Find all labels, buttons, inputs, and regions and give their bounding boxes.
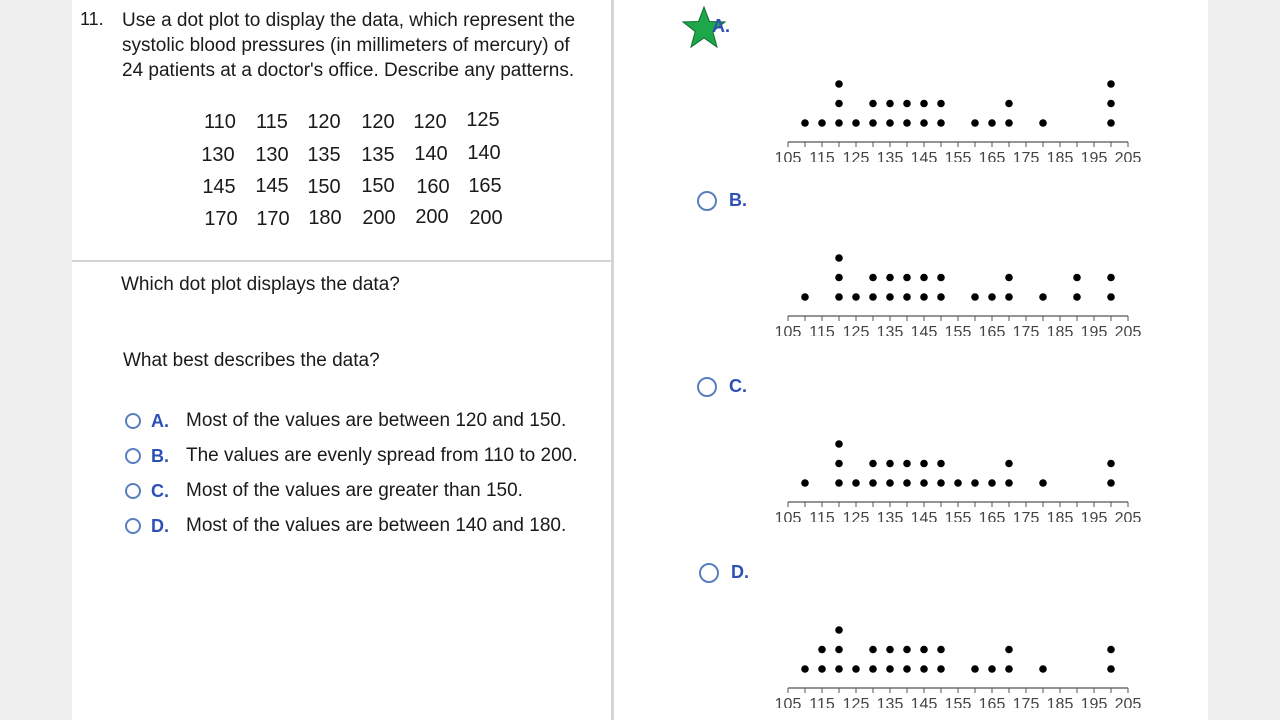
data-dot <box>1107 80 1115 88</box>
choice-letter: D. <box>151 515 169 536</box>
data-cell: 145 <box>202 176 236 198</box>
question-text <box>122 8 612 83</box>
data-dot <box>886 665 894 673</box>
data-dot <box>937 119 945 127</box>
data-cell: 120 <box>413 111 447 133</box>
describe-choice-b[interactable] <box>125 444 578 468</box>
x-tick-label: 165 <box>978 510 1006 522</box>
x-tick-label: 135 <box>876 510 904 522</box>
data-dot <box>920 119 928 127</box>
data-cell: 140 <box>467 142 501 164</box>
radio-icon[interactable] <box>125 448 141 464</box>
radio-icon[interactable] <box>125 483 141 499</box>
x-tick-label: 155 <box>944 696 972 708</box>
data-dot <box>1005 274 1013 282</box>
x-tick-label: 135 <box>876 696 904 708</box>
data-dot <box>869 665 877 673</box>
radio-icon[interactable] <box>699 563 719 583</box>
data-dot <box>920 293 928 301</box>
x-tick-label: 155 <box>944 150 972 162</box>
choice-text: The values are evenly spread from 110 to 200. <box>186 445 578 466</box>
data-dot <box>1107 274 1115 282</box>
x-tick-label: 115 <box>809 324 835 336</box>
data-dot <box>903 293 911 301</box>
x-tick-label: 125 <box>842 150 870 162</box>
option-letter: C. <box>729 376 747 396</box>
data-dot <box>920 460 928 468</box>
data-dot <box>852 479 860 487</box>
data-dot <box>835 460 843 468</box>
data-dot <box>903 119 911 127</box>
data-cell: 130 <box>255 144 289 166</box>
x-tick-label: 195 <box>1080 150 1108 162</box>
data-dot <box>1005 665 1013 673</box>
x-tick-label: 125 <box>842 510 870 522</box>
data-dot <box>1107 646 1115 654</box>
data-cell: 170 <box>204 208 238 230</box>
data-cell: 200 <box>415 206 449 228</box>
data-dot <box>1005 119 1013 127</box>
x-tick-label: 145 <box>910 510 938 522</box>
data-dot <box>903 479 911 487</box>
data-dot <box>988 119 996 127</box>
data-dot <box>818 665 826 673</box>
data-cell: 165 <box>468 175 502 197</box>
data-dot <box>1107 479 1115 487</box>
data-dot <box>1005 100 1013 108</box>
data-dot <box>869 460 877 468</box>
data-dot <box>869 119 877 127</box>
x-tick-label: 135 <box>876 324 904 336</box>
data-cell: 120 <box>307 111 341 133</box>
x-tick-label: 195 <box>1080 696 1108 708</box>
data-cell: 125 <box>466 109 500 131</box>
data-cell: 150 <box>361 175 395 197</box>
data-dot <box>1107 293 1115 301</box>
column-divider <box>611 0 614 720</box>
data-dot <box>988 665 996 673</box>
data-dot <box>869 646 877 654</box>
choice-letter: A. <box>151 410 169 431</box>
data-dot <box>903 460 911 468</box>
section-divider <box>72 260 612 262</box>
data-cell: 145 <box>255 175 289 197</box>
data-dot <box>1039 479 1047 487</box>
describe-choice-d[interactable] <box>125 514 566 538</box>
x-tick-label: 185 <box>1046 510 1074 522</box>
x-tick-label: 205 <box>1114 696 1142 708</box>
data-dot <box>869 293 877 301</box>
x-tick-label: 125 <box>842 324 870 336</box>
data-dot <box>1005 646 1013 654</box>
x-tick-label: 205 <box>1114 150 1142 162</box>
dot-plot-svg <box>760 62 1160 162</box>
data-dot <box>920 665 928 673</box>
data-dot <box>852 293 860 301</box>
x-tick-label: 205 <box>1114 510 1142 522</box>
data-dot <box>835 254 843 262</box>
choice-letter: B. <box>151 445 169 466</box>
x-tick-label: 175 <box>1012 510 1040 522</box>
x-tick-label: 115 <box>809 150 835 162</box>
data-dot <box>818 119 826 127</box>
data-dot <box>937 665 945 673</box>
dot-plot-svg <box>760 608 1160 708</box>
data-dot <box>801 665 809 673</box>
x-tick-label: 105 <box>774 324 802 336</box>
data-dot <box>1005 479 1013 487</box>
radio-icon[interactable] <box>125 518 141 534</box>
data-dot <box>886 100 894 108</box>
data-dot <box>869 479 877 487</box>
data-dot <box>869 100 877 108</box>
data-cell: 115 <box>256 111 288 133</box>
choice-text: Most of the values are between 140 and 180. <box>186 515 567 536</box>
data-dot <box>1107 100 1115 108</box>
question-line: 24 patients at a doctor's office. Describe any patterns. <box>122 60 575 81</box>
data-dot <box>903 274 911 282</box>
data-cell: 135 <box>307 144 341 166</box>
dot-plot-svg <box>760 236 1160 336</box>
data-dot <box>920 274 928 282</box>
data-dot <box>903 100 911 108</box>
data-dot <box>886 274 894 282</box>
x-tick-label: 135 <box>876 150 904 162</box>
option-letter: A. <box>712 16 730 36</box>
x-tick-label: 105 <box>774 696 802 708</box>
data-dot <box>937 100 945 108</box>
x-tick-label: 155 <box>944 324 972 336</box>
x-tick-label: 175 <box>1012 696 1040 708</box>
describe-choice-a[interactable] <box>125 409 566 433</box>
question-line: systolic blood pressures (in millimeters of mercury) of <box>122 35 570 56</box>
data-dot <box>937 274 945 282</box>
plot-option-a[interactable] <box>712 16 730 37</box>
data-cell: 140 <box>414 143 448 165</box>
x-tick-label: 115 <box>809 510 835 522</box>
radio-icon[interactable] <box>697 191 717 211</box>
data-dot <box>852 119 860 127</box>
x-tick-label: 185 <box>1046 150 1074 162</box>
data-dot <box>971 479 979 487</box>
plot-option-b[interactable] <box>697 190 747 211</box>
x-tick-label: 175 <box>1012 150 1040 162</box>
data-dot <box>1005 460 1013 468</box>
data-dot <box>1073 293 1081 301</box>
data-dot <box>1039 293 1047 301</box>
x-tick-label: 175 <box>1012 324 1040 336</box>
question-line: Use a dot plot to display the data, which represent the <box>122 10 576 31</box>
data-cell: 130 <box>201 144 235 166</box>
option-letter: D. <box>731 562 749 582</box>
data-dot <box>937 293 945 301</box>
radio-icon[interactable] <box>697 377 717 397</box>
data-cell: 120 <box>361 111 395 133</box>
data-cell: 170 <box>256 208 290 230</box>
x-tick-label: 165 <box>978 150 1006 162</box>
x-tick-label: 145 <box>910 696 938 708</box>
radio-icon[interactable] <box>125 413 141 429</box>
data-dot <box>835 665 843 673</box>
data-dot <box>920 100 928 108</box>
plot-option-d[interactable] <box>699 562 749 583</box>
dot-plot-a <box>760 62 1160 162</box>
data-cell: 135 <box>361 144 395 166</box>
x-tick-label: 205 <box>1114 324 1142 336</box>
data-dot <box>1107 119 1115 127</box>
x-tick-label: 195 <box>1080 510 1108 522</box>
data-cell: 200 <box>469 207 503 229</box>
data-dot <box>920 646 928 654</box>
x-tick-label: 145 <box>910 150 938 162</box>
dot-plot-c <box>760 422 1160 522</box>
data-dot <box>903 646 911 654</box>
data-dot <box>835 100 843 108</box>
data-dot <box>886 646 894 654</box>
x-tick-label: 195 <box>1080 324 1108 336</box>
choice-letter: C. <box>151 480 169 501</box>
x-tick-label: 105 <box>774 150 802 162</box>
dot-plot-b <box>760 236 1160 336</box>
describe-prompt: What best describes the data? <box>123 350 380 371</box>
data-dot <box>886 460 894 468</box>
data-dot <box>835 119 843 127</box>
data-dot <box>886 479 894 487</box>
data-dot <box>886 293 894 301</box>
data-dot <box>801 119 809 127</box>
data-dot <box>971 119 979 127</box>
data-dot <box>835 626 843 634</box>
data-dot <box>818 646 826 654</box>
data-dot <box>1039 119 1047 127</box>
x-tick-label: 105 <box>774 510 802 522</box>
data-dot <box>937 460 945 468</box>
data-dot <box>801 479 809 487</box>
describe-choice-c[interactable] <box>125 479 523 503</box>
data-dot <box>852 665 860 673</box>
data-dot <box>886 119 894 127</box>
data-dot <box>1107 665 1115 673</box>
data-dot <box>937 646 945 654</box>
dot-plot-svg <box>760 422 1160 522</box>
plot-option-c[interactable] <box>697 376 747 397</box>
x-tick-label: 185 <box>1046 696 1074 708</box>
x-tick-label: 165 <box>978 696 1006 708</box>
dot-plot-prompt: Which dot plot displays the data? <box>121 274 400 295</box>
data-cell: 200 <box>362 207 396 229</box>
data-cell: 150 <box>307 176 341 198</box>
data-dot <box>1107 460 1115 468</box>
x-tick-label: 185 <box>1046 324 1074 336</box>
data-dot <box>835 646 843 654</box>
data-cell: 180 <box>308 207 342 229</box>
option-letter: B. <box>729 190 747 210</box>
data-dot <box>954 479 962 487</box>
data-dot <box>835 274 843 282</box>
data-cell: 110 <box>204 111 236 133</box>
data-dot <box>988 293 996 301</box>
data-dot <box>801 293 809 301</box>
data-dot <box>835 440 843 448</box>
data-dot <box>1039 665 1047 673</box>
choice-text: Most of the values are greater than 150. <box>186 480 523 501</box>
data-dot <box>1073 274 1081 282</box>
data-dot <box>835 293 843 301</box>
data-cell: 160 <box>416 176 450 198</box>
data-dot <box>920 479 928 487</box>
x-tick-label: 145 <box>910 324 938 336</box>
choice-text: Most of the values are between 120 and 150. <box>186 410 567 431</box>
x-tick-label: 165 <box>978 324 1006 336</box>
x-tick-label: 115 <box>809 696 835 708</box>
data-dot <box>1005 293 1013 301</box>
data-dot <box>988 479 996 487</box>
x-tick-label: 125 <box>842 696 870 708</box>
data-dot <box>937 479 945 487</box>
question-number: 11. <box>80 9 104 29</box>
data-dot <box>903 665 911 673</box>
x-tick-label: 155 <box>944 510 972 522</box>
data-dot <box>971 665 979 673</box>
data-dot <box>869 274 877 282</box>
dot-plot-d <box>760 608 1160 708</box>
data-dot <box>835 479 843 487</box>
data-dot <box>971 293 979 301</box>
data-dot <box>835 80 843 88</box>
